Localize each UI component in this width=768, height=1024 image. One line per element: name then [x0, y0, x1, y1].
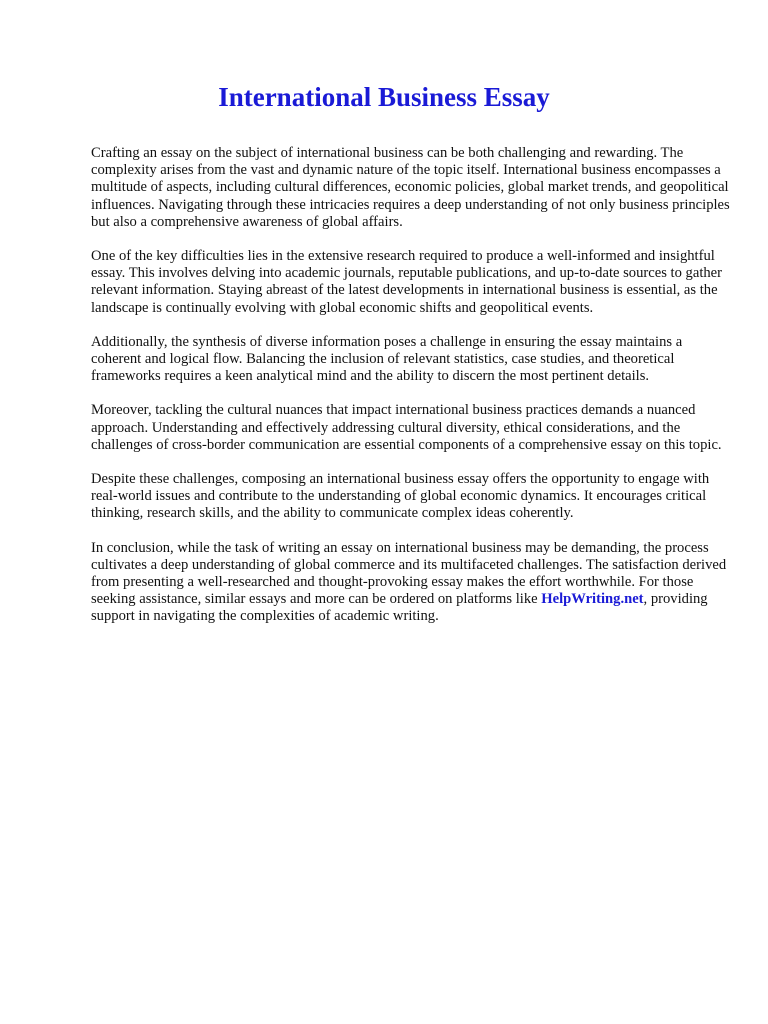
paragraph-opportunity: Despite these challenges, composing an international business essay offers the opportunity to engage with real-world issues and contribute to the understanding of global economic dynamics. It encourages critical thinking, research skills, and the ability to communicate complex ideas coherently. [91, 471, 710, 522]
paragraph-synthesis: Additionally, the synthesis of diverse information poses a challenge in ensuring the essay maintains a coherent and logical flow. Balancing the inclusion of relevant statistics, case studies, and theoretical frameworks requires a keen analytical mind and the ability to discern the most pertinent details. [91, 333, 683, 385]
helpwriting-link[interactable]: HelpWriting.net [541, 591, 644, 608]
paragraph-intro: Crafting an essay on the subject of international business can be both challenging and rewarding. The complexity arises from the vast and dynamic nature of the topic itself. International business encompasses a multitude of aspects, including cultural differences, economic policies, global market trends, and geopolitical influences. Navigating through these intricacies requires a deep understanding of not only business principles but also a comprehensive awareness of global affairs. [91, 145, 730, 230]
paragraph-cultural-nuances: Moreover, tackling the cultural nuances that impact international business practices demands a nuanced approach. Understanding and effectively addressing cultural diversity, ethical considerations, and the challenges of cross-border communication are essential components of a comprehensive essay on this topic. [91, 402, 722, 453]
document-body [91, 145, 731, 643]
document-title: International Business Essay [218, 82, 550, 112]
paragraph-research: One of the key difficulties lies in the extensive research required to produce a well-informed and insightful essay. This involves delving into academic journals, reputable publications, and up-to-date sources to gather relevant information. Staying abreast of the latest developments in international business is essential, as the landscape is continually evolving with global economic shifts and geopolitical events. [91, 248, 723, 316]
conclusion-text-end: , providing support in navigating the complexities of academic writing. [91, 591, 708, 625]
paragraph-conclusion [91, 540, 731, 626]
conclusion-text: In conclusion, while the task of writing an essay on international business may be demanding, the process cultivates a deep understanding of global commerce and its multifaceted challenges. The satisfaction derived from presenting a well-researched and thought-provoking essay makes the effort worthwhile. For those seeking assistance, similar essays and more can be ordered on platforms like [91, 539, 727, 608]
